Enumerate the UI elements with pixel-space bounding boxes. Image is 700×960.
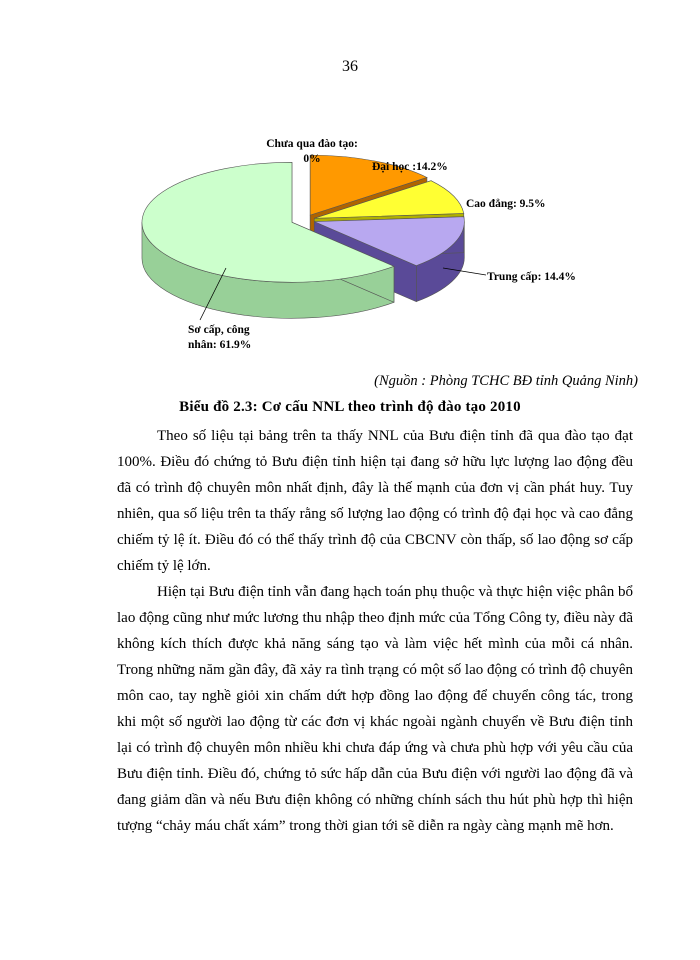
slice-untrained-label: Chưa qua đào tạo: [266, 138, 358, 150]
slice-elementary-label: Sơ cấp, công [188, 324, 250, 336]
pie-chart [140, 120, 576, 360]
chart-caption: Biểu đồ 2.3: Cơ cấu NNL theo trình độ đào tạo 2010 [179, 399, 521, 415]
slice-university-label: Đại học :14.2% [372, 161, 448, 173]
source-note: (Nguồn : Phòng TCHC BĐ tỉnh Quảng Ninh) [374, 373, 638, 389]
page-number: 36 [342, 58, 358, 75]
body-text [117, 423, 633, 839]
slice-elementary-label: nhân: 61.9% [188, 339, 252, 351]
paragraph-2: Hiện tại Bưu điện tỉnh vẫn đang hạch toán phụ thuộc và thực hiện việc phân bổ lao động cũng như mức lương thu nhập theo định mức của Tổng Công ty, điều này đã không kích thích được khả năng sáng tạo và làm việc hết mình của mỗi cá nhân. Trong những năm gần đây, đã xảy ra tình trạng có một số lao động có trình độ chuyên môn cao, tay nghề giỏi xin chấm dứt hợp đồng lao động để chuyển công tác, trong khi một số người lao động từ các đơn vị khác ngoài ngành chuyển về Bưu điện tỉnh lại có trình độ chuyên môn nhiều khi chưa đáp ứng và chưa phù hợp với yêu cầu của Bưu điện tỉnh. Điều đó, chứng tỏ sức hấp dẫn của Bưu điện với người lao động đã và đang giảm dần và nếu Bưu điện không có những chính sách thu hút phù hợp thì hiện tượng “chảy máu chất xám” trong thời gian tới sẽ diễn ra ngày càng mạnh mẽ hơn. [117, 584, 633, 834]
slice-untrained-label: 0% [303, 153, 321, 165]
slice-intermediate-label: Trung cấp: 14.4% [487, 271, 576, 283]
paragraph-1: Theo số liệu tại bảng trên ta thấy NNL của Bưu điện tỉnh đã qua đào tạo đạt 100%. Điều đó chứng tỏ Bưu điện tỉnh hiện tại đang sở hữu lực lượng lao động đều đã có trình độ chuyên môn nhất định, đây là thế mạnh của đơn vị cần phát huy. Tuy nhiên, qua số liệu trên ta thấy rằng số lượng lao động có trình độ đại học và cao đẳng chiếm tỷ lệ ít. Điều đó có thể thấy trình độ của CBCNV còn thấp, số lao động sơ cấp chiếm tỷ lệ lớn. [117, 428, 633, 574]
slice-college-label: Cao đẳng: 9.5% [466, 198, 546, 210]
